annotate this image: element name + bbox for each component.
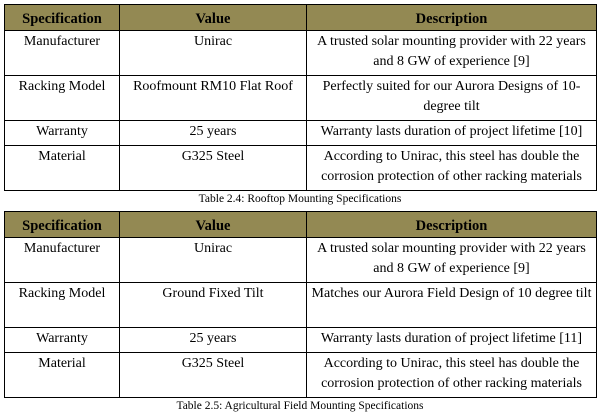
value-cell: G325 Steel xyxy=(120,353,307,398)
table-row xyxy=(5,76,597,121)
agricultural-mounting-table xyxy=(4,211,597,398)
table-row xyxy=(5,121,597,146)
table-row xyxy=(5,146,597,191)
header-description: Description xyxy=(307,212,597,238)
table-row xyxy=(5,328,597,353)
agricultural-mounting-table-block xyxy=(4,211,596,413)
value-cell: Ground Fixed Tilt xyxy=(120,283,307,328)
table-caption: Table 2.4: Rooftop Mounting Specifications xyxy=(198,193,402,205)
description-cell: Perfectly suited for our Aurora Designs of 10-degree tilt xyxy=(307,76,597,121)
spec-cell: Warranty xyxy=(5,121,120,146)
table-row xyxy=(5,353,597,398)
value-cell: Unirac xyxy=(120,238,307,283)
spec-cell: Warranty xyxy=(5,328,120,353)
value-cell: 25 years xyxy=(120,328,307,353)
header-specification: Specification xyxy=(5,212,120,238)
header-value: Value xyxy=(120,5,307,31)
description-cell: A trusted solar mounting provider with 22 years and 8 GW of experience [9] xyxy=(307,31,597,76)
description-cell: Warranty lasts duration of project lifetime [11] xyxy=(307,328,597,353)
value-cell: G325 Steel xyxy=(120,146,307,191)
rooftop-mounting-table-block xyxy=(4,4,596,206)
description-cell: According to Unirac, this steel has double the corrosion protection of other racking materials xyxy=(307,353,597,398)
spec-cell: Material xyxy=(5,146,120,191)
table-header-row xyxy=(5,212,597,238)
table-caption: Table 2.5: Agricultural Field Mounting Specifications xyxy=(176,400,424,412)
spec-cell: Manufacturer xyxy=(5,238,120,283)
value-cell: 25 years xyxy=(120,121,307,146)
value-cell: Unirac xyxy=(120,31,307,76)
value-cell: Roofmount RM10 Flat Roof xyxy=(120,76,307,121)
table-row xyxy=(5,283,597,328)
header-specification: Specification xyxy=(5,5,120,31)
header-description: Description xyxy=(307,5,597,31)
description-cell: Matches our Aurora Field Design of 10 degree tilt xyxy=(307,283,597,328)
table-row xyxy=(5,31,597,76)
spec-cell: Racking Model xyxy=(5,76,120,121)
header-value: Value xyxy=(120,212,307,238)
spec-cell: Racking Model xyxy=(5,283,120,328)
spec-cell: Material xyxy=(5,353,120,398)
description-cell: Warranty lasts duration of project lifetime [10] xyxy=(307,121,597,146)
description-cell: A trusted solar mounting provider with 22 years and 8 GW of experience [9] xyxy=(307,238,597,283)
description-cell: According to Unirac, this steel has double the corrosion protection of other racking materials xyxy=(307,146,597,191)
table-row xyxy=(5,238,597,283)
rooftop-mounting-table xyxy=(4,4,597,191)
table-header-row xyxy=(5,5,597,31)
spec-cell: Manufacturer xyxy=(5,31,120,76)
